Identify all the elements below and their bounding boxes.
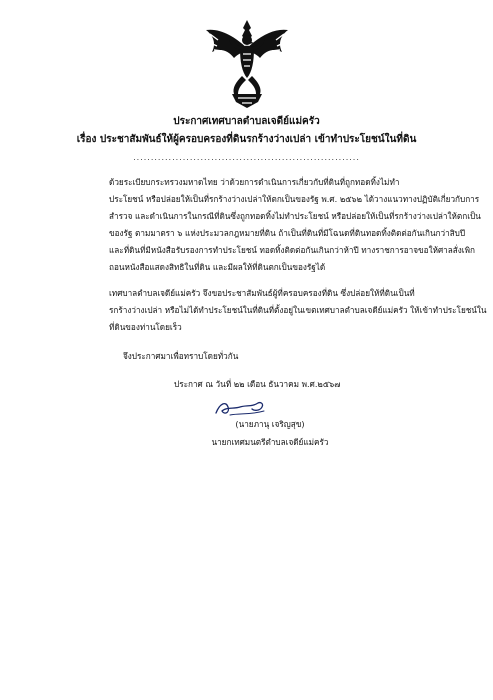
signatory-name: (นายภานุ เจริญสุข) — [235, 419, 305, 429]
paragraph-line: ที่ดินของท่านโดยเร็ว — [109, 322, 182, 332]
paragraph-line: ของรัฐ ตามมาตรา ๖ แห่งประมวลกฎหมายที่ดิน ถ้าเป็นที่ดินที่มีโฉนดที่ดินทอดทิ้งติดต่อกันเกินกว่าสิบปี — [109, 228, 466, 238]
paragraph-line: สำรวจ และดำเนินการในกรณีที่ดินซึ่งถูกทอดทิ้งไม่ทำประโยชน์ หรือปล่อยให้เป็นที่รกร้างว่างเปล่าให้ตกเป็น — [109, 211, 481, 221]
paragraph-line: ถอนหนังสือแสดงสิทธิในที่ดิน และมีผลให้ที่ดินตกเป็นของรัฐได้ — [109, 262, 326, 272]
paragraph-request — [109, 285, 487, 336]
paragraph-line: รกร้างว่างเปล่า หรือไม่ได้ทำประโยชน์ในที่ดินที่ตั้งอยู่ในเขตเทศบาลตำบลเจดีย์แม่ครัว ให้เข้าทำประโยชน์ใน — [109, 305, 487, 315]
paragraph-line: และที่ดินที่มีหนังสือรับรองการทำประโยชน์ ทอดทิ้งติดต่อกันเกินกว่าห้าปี ทางราชการอาจขอให้ศาลสั่งเพิก — [109, 245, 475, 255]
separator-dots: ................................................................ — [133, 153, 360, 162]
signatory-title: นายกเทศมนตรีตำบลเจดีย์แม่ครัว — [211, 437, 329, 447]
paragraph-regulation — [109, 174, 481, 276]
paragraph-line: ด้วยระเบียบกระทรวงมหาดไทย ว่าด้วยการดำเนินการเกี่ยวกับที่ดินที่ถูกทอดทิ้งไม่ทำ — [109, 177, 400, 187]
paragraph-line: ประโยชน์ หรือปล่อยให้เป็นที่รกร้างว่างเปล่าให้ตกเป็นของรัฐ พ.ศ. ๒๕๖๒ ได้วางแนวทางปฏิบัติเกี่ยวกับการ — [109, 194, 480, 204]
paragraph-line: เทศบาลตำบลเจดีย์แม่ครัว จึงขอประชาสัมพันธ์ผู้ที่ครอบครองที่ดิน ซึ่งปล่อยให้ที่ดินเป็นที่ — [109, 288, 415, 298]
paragraph-line: จึงประกาศมาเพื่อทราบโดยทั่วกัน — [123, 351, 239, 361]
announcement-subject: เรื่อง ประชาสัมพันธ์ให้ผู้ครอบครองที่ดินรกร้างว่างเปล่า เข้าทำประโยชน์ในที่ดิน — [76, 134, 417, 145]
announcement-date: ประกาศ ณ วันที่ ๒๒ เดือน ธันวาคม พ.ศ.๒๕๖๗ — [174, 379, 341, 389]
garuda-emblem-icon — [204, 18, 290, 110]
announcement-title: ประกาศเทศบาลตำบลเจดีย์แม่ครัว — [173, 116, 320, 127]
paragraph-closing — [123, 348, 443, 365]
